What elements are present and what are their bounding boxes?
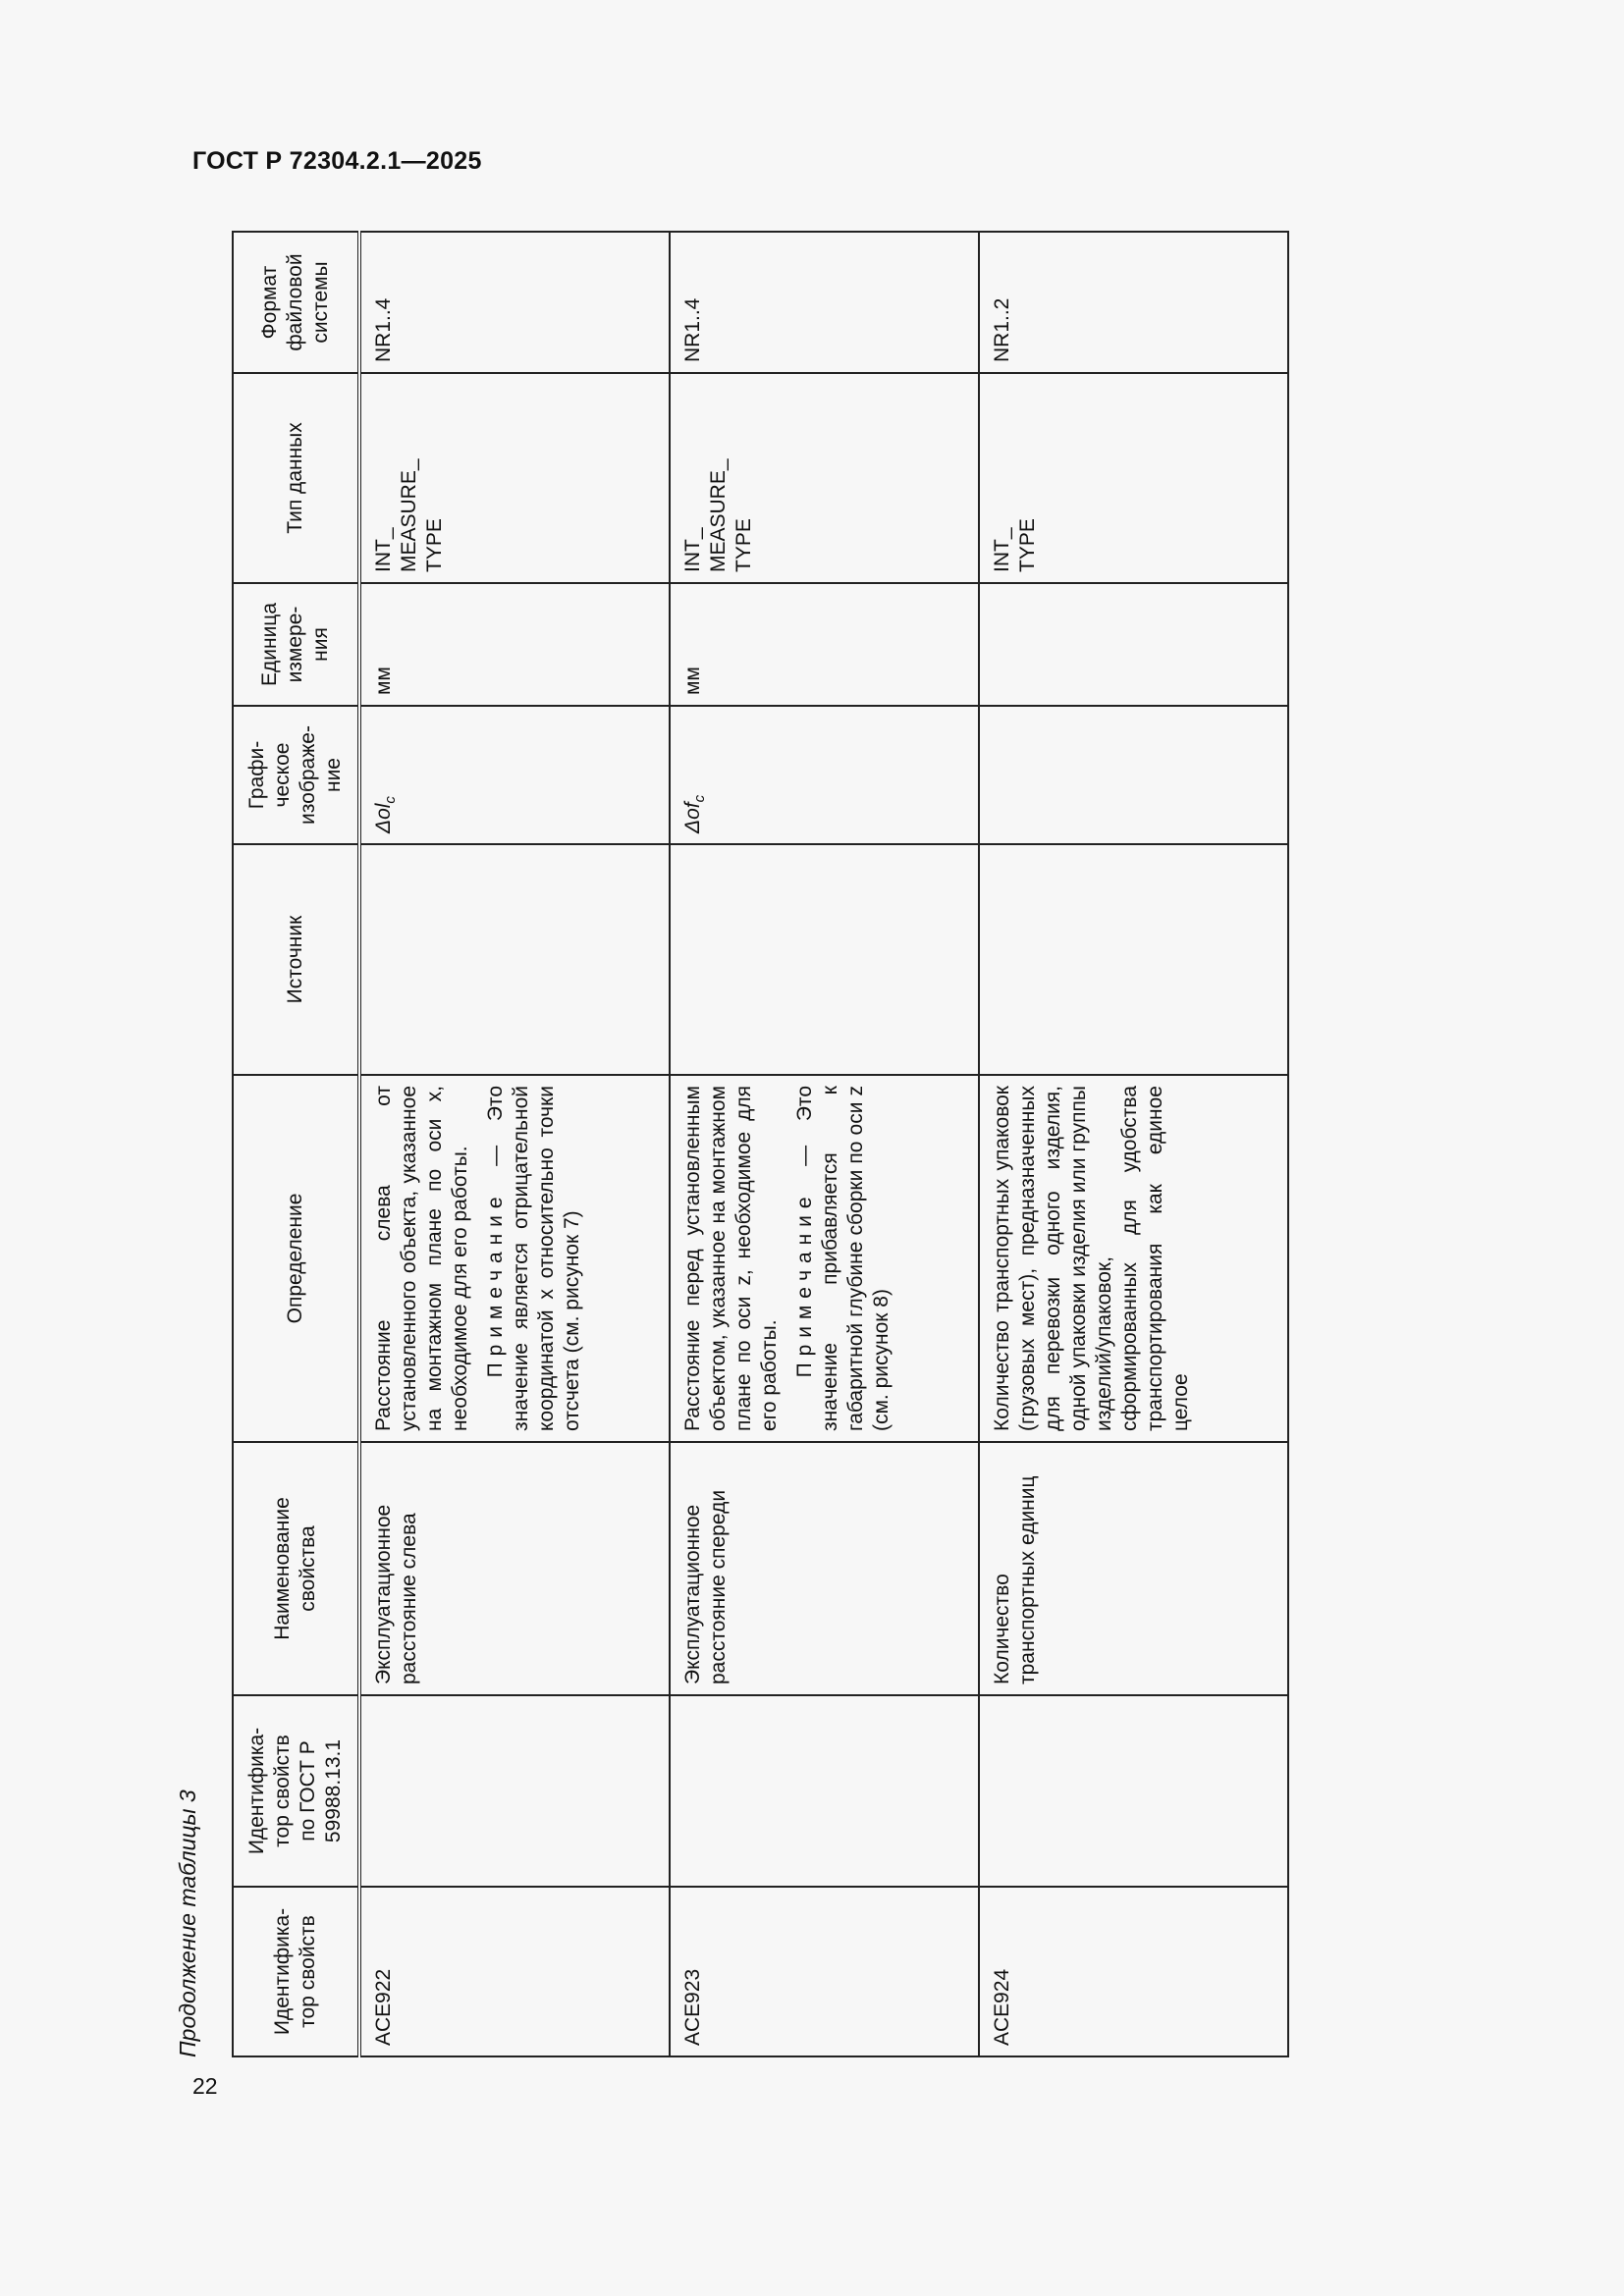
cell-data-type: INT_ MEASURE_ TYPE xyxy=(670,373,979,583)
cell-file-format: NR1..4 xyxy=(359,232,670,373)
rotated-table-block xyxy=(175,233,1273,2057)
cell-data-type: INT_ TYPE xyxy=(979,373,1288,583)
note-label: Примечание xyxy=(793,1190,817,1378)
cell-definition xyxy=(670,1075,979,1442)
column-header-data-type: Тип данных xyxy=(233,373,359,583)
cell-definition xyxy=(979,1075,1288,1442)
cell-source xyxy=(359,844,670,1075)
column-header-file-format: Формат файловой системы xyxy=(233,232,359,373)
graphic-symbol xyxy=(372,796,400,833)
table-caption: Продолжение таблицы 3 xyxy=(175,1789,200,2057)
column-header-gost-id: Идентифика- тор свойств по ГОСТ Р 59988.13.1 xyxy=(233,1695,359,1887)
cell-gost-id xyxy=(979,1695,1288,1887)
cell-source xyxy=(670,844,979,1075)
cell-gost-id xyxy=(670,1695,979,1887)
cell-unit: мм xyxy=(359,583,670,706)
cell-graphic-symbol xyxy=(359,706,670,844)
properties-table xyxy=(232,231,1289,2057)
note-text: — Это значение прибавляется к габаритной глубине сборки по оси z (см. рисунок 8) xyxy=(793,1086,893,1431)
note-text: — Это значение является отрицательной координатой x относительно точки отсчета (см. рисунок 7) xyxy=(484,1086,584,1431)
cell-property-name: Эксплуатационное расстояние слева xyxy=(359,1442,670,1695)
symbol-subscript: c xyxy=(382,796,400,804)
note-label: Примечание xyxy=(484,1190,508,1378)
definition-note xyxy=(483,1086,585,1431)
column-header-property-name: Наименование свойства xyxy=(233,1442,359,1695)
definition-text: Количество транспортных упаковок (грузовых мест), предназначенных для перевозки одного изделия, одной упаковки изделия или группы изделий/упаковок, сформированных для удобства транспортирования как единое целое xyxy=(991,1086,1193,1431)
cell-definition xyxy=(359,1075,670,1442)
symbol-main: Δof xyxy=(681,802,704,833)
cell-source xyxy=(979,844,1288,1075)
table-row xyxy=(979,232,1288,2056)
column-header-source: Источник xyxy=(233,844,359,1075)
definition-text: Расстояние перед установленным объектом, указанное на монтажном плане по оси z, необходимое для его работы. xyxy=(681,1086,782,1431)
page-number: 22 xyxy=(192,2073,218,2099)
cell-unit xyxy=(979,583,1288,706)
cell-property-name: Количество транспортных единиц xyxy=(979,1442,1288,1695)
column-header-property-id: Идентифика- тор свойств xyxy=(233,1887,359,2056)
column-header-unit: Единица измере- ния xyxy=(233,583,359,706)
symbol-subscript: c xyxy=(691,794,709,803)
cell-property-id: ACE923 xyxy=(670,1887,979,2056)
cell-file-format: NR1..2 xyxy=(979,232,1288,373)
cell-graphic-symbol xyxy=(979,706,1288,844)
symbol-main: Δol xyxy=(372,803,395,833)
graphic-symbol xyxy=(681,794,709,833)
table-row xyxy=(359,232,670,2056)
table-header-row xyxy=(233,232,359,2056)
table-row xyxy=(670,232,979,2056)
cell-property-name: Эксплуатационное расстояние спереди xyxy=(670,1442,979,1695)
cell-file-format: NR1..4 xyxy=(670,232,979,373)
definition-note xyxy=(792,1086,894,1431)
cell-property-id: ACE922 xyxy=(359,1887,670,2056)
column-header-definition: Определение xyxy=(233,1075,359,1442)
cell-property-id: ACE924 xyxy=(979,1887,1288,2056)
cell-unit: мм xyxy=(670,583,979,706)
cell-graphic-symbol xyxy=(670,706,979,844)
definition-text: Расстояние слева от установленного объекта, указанное на монтажном плане по оси x, необходимое для его работы. xyxy=(372,1086,472,1431)
column-header-graphic-symbol: Графи- ческое изображе- ние xyxy=(233,706,359,844)
document-code: ГОСТ Р 72304.2.1—2025 xyxy=(192,147,482,175)
cell-gost-id xyxy=(359,1695,670,1887)
cell-data-type: INT_ MEASURE_ TYPE xyxy=(359,373,670,583)
